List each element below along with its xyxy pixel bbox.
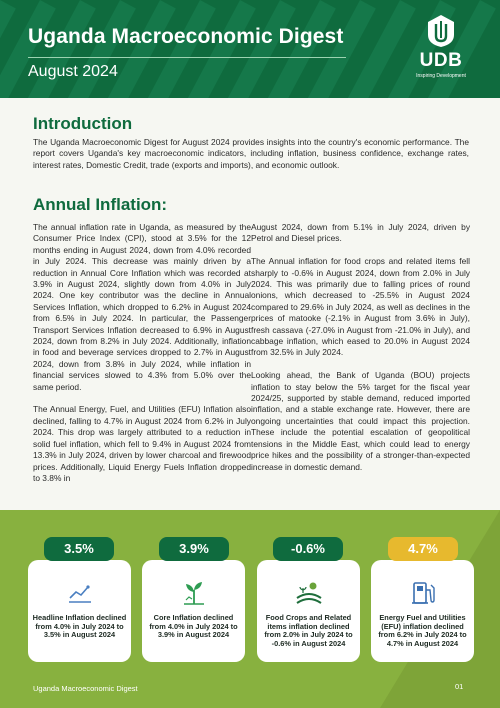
core-inflation-card (142, 560, 245, 662)
inflation-column-left (33, 222, 251, 496)
inflation-heading: Annual Inflation: (33, 195, 168, 214)
udb-shield-icon (427, 14, 455, 48)
page-header (0, 0, 500, 98)
inflation-column-right (251, 222, 470, 484)
page-number: 01 (455, 682, 464, 691)
title-rule (28, 57, 346, 58)
page-title: Uganda Macroeconomic Digest (28, 25, 344, 48)
fuel-station-icon (409, 578, 437, 606)
card-caption: Food Crops and Related items inflation declined from 2.0% in July 2024 to -0.6% in August 2024 (264, 613, 353, 648)
page-subtitle: August 2024 (28, 63, 118, 80)
food-crops-value: -0.6% (273, 537, 343, 561)
logo-name: UDB (419, 50, 463, 71)
paragraph: August 2024, down from 5.1% in July 2024, driven by Petrol and Diesel prices. (251, 222, 470, 244)
footer-title: Uganda Macroeconomic Digest (33, 684, 138, 693)
line-chart-icon (66, 578, 94, 606)
card-caption: Headline Inflation declined from 4.0% in July 2024 to 3.5% in August 2024 (32, 613, 127, 640)
growth-plant-icon (180, 578, 208, 606)
paragraph: The annual inflation rate in Uganda, as measured by the Consumer Price Index (CPI), stood at 3.5% for the 12 months ending in August 2024, down from 4.0% recorded in July 2024. This decrease was mainly driven by a reduction in Annual Core Inflation which was recorded at 3.9% in August 2024, slightly down from 4.0% in July 2024. One key contributor was the decline in Annual Services Inflation, which dropped to 6.2% in August 2024 from 6.5% in July 2024. In particular, the Passenger Transport Services Inflation decreased to 6.9% in August 2024, down from 8.2% in July 2024. Additionally, inflation in food and beverage services dropped to 2.7% in August 2024, down from 3.8% in July 2024, while inflation in financial services slowed to 4.3% from 5.0% over the same period. (33, 222, 251, 392)
paragraph: The Annual inflation for food crops and related items fell sharply to -0.6% in August 2024, down from 2.0% in July 2024. This was primarily due to falling prices of round onions, which decreased to -25.5% in August 2024 compared to 29.6% in July 2024, as well as declines in the prices of matooke (-2.1% in August from 3.6% in July), fresh cassava (-27.0% in August from -21.0% in July), and cabbage inflation, which eased to 20.0% in August 2024 from 32.5% in July 2024. (251, 256, 470, 358)
intro-heading: Introduction (33, 114, 133, 133)
crop-field-icon (295, 578, 323, 606)
paragraph: Looking ahead, the Bank of Uganda (BOU) projects inflation to stay below the 5% target for the fiscal year 2024/25, supported by stable demand, reduced imported inflation, and a stable exchange rate. However, there are ongoing uncertainties that could impact this projection. These include the potential escalation of geopolitical tensions in the Middle East, which could lead to energy price hikes and the possibility of a stronger-than-expected increase in domestic demand. (251, 370, 470, 472)
card-caption: Energy Fuel and Utilities (EFU) inflation declined from 6.2% in July 2024 to 4.7% in August 2024 (378, 613, 467, 648)
headline-inflation-card (28, 560, 131, 662)
core-inflation-value: 3.9% (159, 537, 229, 561)
card-caption: Core Inflation declined from 4.0% in July 2024 to 3.9% in August 2024 (149, 613, 238, 640)
energy-fuel-card (371, 560, 474, 662)
energy-fuel-value: 4.7% (388, 537, 458, 561)
paragraph: The Annual Energy, Fuel, and Utilities (EFU) Inflation also declined, falling to 4.7% in August 2024 from 6.2% in July 2024. This drop was largely attributed to a reduction in solid fuel inflation, which fell to 9.4% in August 2024 from 13.3% in July 2024, driven by lower charcoal and firewood prices. Additionally, Liquid Energy Fuels Inflation dropped to 3.8% in (33, 404, 251, 483)
intro-text: The Uganda Macroeconomic Digest for August 2024 provides insights into the country's economic performance. The report covers Uganda's key macroeconomic indicators, including inflation, business confidence, exchange rates, interest rates, Domestic Credit, trade (exports and imports), and economic outlook. (33, 137, 469, 170)
logo-tagline: Inspiring Development (416, 73, 466, 79)
udb-logo (408, 14, 474, 84)
headline-inflation-value: 3.5% (44, 537, 114, 561)
food-crops-card (257, 560, 360, 662)
